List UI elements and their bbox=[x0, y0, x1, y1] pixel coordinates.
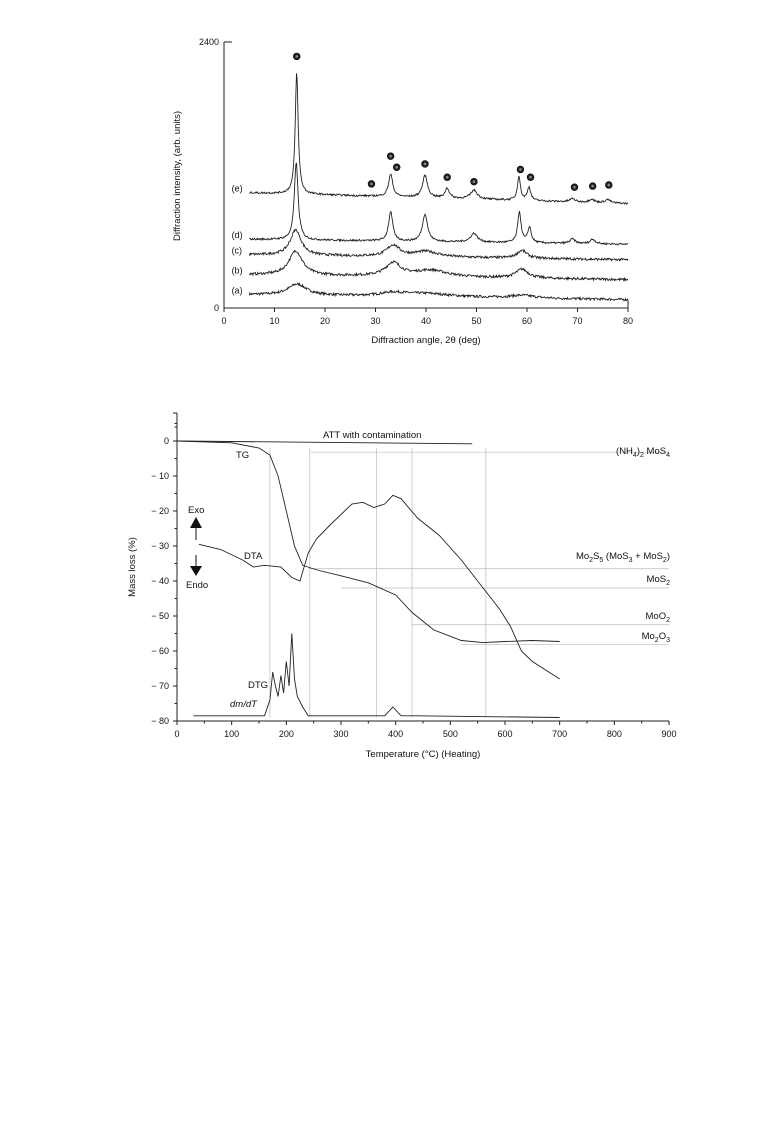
ta-y-tick-label: − 30 bbox=[151, 541, 169, 551]
ta-x-tick-label: 500 bbox=[442, 729, 458, 739]
ta-y-tick-label: − 60 bbox=[151, 646, 169, 656]
xrd-x-tick-label: 30 bbox=[370, 316, 381, 326]
ta-y-tick-label: − 50 bbox=[151, 611, 169, 621]
ta-y-tick-label: − 70 bbox=[151, 681, 169, 691]
peak-marker-core bbox=[529, 176, 532, 179]
dta-label: DTA bbox=[244, 551, 263, 562]
xrd-y-tick-label: 0 bbox=[213, 303, 219, 313]
xrd-y-ticks bbox=[199, 37, 219, 313]
ta-y-tick-label: − 10 bbox=[151, 471, 169, 481]
xrd-x-tick-label: 10 bbox=[269, 316, 280, 326]
xrd-series-label: (c) bbox=[231, 245, 243, 256]
xrd-y-tick-label: 2400 bbox=[198, 37, 219, 47]
xrd-x-tick-label: 0 bbox=[221, 316, 227, 326]
ta-x-tick-label: 800 bbox=[606, 729, 622, 739]
ta-x-tick-label: 200 bbox=[278, 729, 294, 739]
xrd-x-tick-label: 60 bbox=[521, 316, 533, 326]
peak-marker-core bbox=[370, 183, 373, 186]
peak-marker-core bbox=[395, 166, 398, 169]
xrd-series-line bbox=[249, 73, 628, 204]
exo-label: Exo bbox=[188, 505, 205, 516]
ta-x-ticks bbox=[174, 721, 676, 739]
peak-marker-core bbox=[573, 186, 576, 189]
xrd-series-label: (b) bbox=[231, 265, 243, 276]
ta-x-tick-label: 0 bbox=[174, 729, 180, 739]
xrd-peak-markers bbox=[293, 53, 612, 191]
xrd-series-line bbox=[249, 163, 628, 245]
xrd-chart bbox=[172, 37, 633, 346]
ta-series bbox=[177, 441, 560, 718]
ta-y-tick-label: − 80 bbox=[151, 716, 169, 726]
nh4mos4-label: $(NH_4)_2$ MoS$_4$ bbox=[616, 446, 670, 459]
peak-marker-core bbox=[519, 168, 522, 171]
ta-y-ticks bbox=[151, 413, 177, 726]
ta-x-label: Temperature (°C) (Heating) bbox=[365, 749, 481, 760]
xrd-series-line bbox=[249, 229, 628, 260]
tg-curve bbox=[177, 441, 560, 643]
xrd-series-label: (d) bbox=[231, 229, 243, 240]
peak-marker-core bbox=[424, 163, 427, 166]
xrd-series bbox=[232, 73, 628, 300]
endo-label: Endo bbox=[186, 580, 209, 591]
ta-y-label: Mass loss (%) bbox=[127, 537, 138, 597]
moo2-label: MoO$_2$ bbox=[645, 611, 670, 624]
mo2s5-label: $Mo_2S_5$ (MoS$_3$ + MoS$_2$) bbox=[575, 551, 670, 564]
ta-guide-lines bbox=[270, 448, 669, 718]
xrd-series-line bbox=[249, 251, 628, 281]
ta-x-tick-label: 600 bbox=[497, 729, 513, 739]
peak-marker-core bbox=[446, 176, 449, 179]
thermal-chart bbox=[127, 413, 677, 760]
xrd-series-line bbox=[249, 283, 628, 300]
dtg-label: DTG bbox=[248, 680, 269, 691]
ta-y-tick-label: − 20 bbox=[151, 506, 169, 516]
tg-label: TG bbox=[236, 450, 250, 461]
ta-x-tick-label: 100 bbox=[224, 729, 240, 739]
mos2-label: MoS$_2$ bbox=[646, 574, 670, 587]
endo-arrow-icon bbox=[190, 555, 202, 576]
ta-x-tick-label: 300 bbox=[333, 729, 349, 739]
ta-x-tick-label: 400 bbox=[388, 729, 404, 739]
xrd-x-ticks bbox=[221, 308, 633, 326]
peak-marker-core bbox=[295, 55, 298, 58]
xrd-x-tick-label: 20 bbox=[319, 316, 331, 326]
xrd-x-tick-label: 50 bbox=[471, 316, 482, 326]
xrd-series-label: (a) bbox=[231, 285, 243, 296]
xrd-y-label: Diffraction intensity, (arb. units) bbox=[172, 110, 183, 242]
ta-x-tick-label: 700 bbox=[552, 729, 568, 739]
exo-arrow-icon bbox=[190, 517, 202, 540]
mo2o3-label: $Mo_2O_3$ bbox=[641, 631, 670, 644]
xrd-x-label: Diffraction angle, 2θ (deg) bbox=[371, 335, 481, 346]
xrd-x-tick-label: 70 bbox=[572, 316, 583, 326]
ta-y-tick-label: − 40 bbox=[151, 576, 169, 586]
peak-marker-core bbox=[389, 155, 392, 158]
xrd-x-tick-label: 40 bbox=[420, 316, 432, 326]
peak-marker-core bbox=[591, 185, 594, 188]
peak-marker-core bbox=[608, 184, 611, 187]
ta-x-tick-label: 900 bbox=[661, 729, 677, 739]
ta-y-tick-label: 0 bbox=[163, 436, 169, 446]
xrd-x-tick-label: 80 bbox=[622, 316, 634, 326]
dta-curve bbox=[199, 495, 560, 679]
dmdt-label: dm/dT bbox=[230, 699, 257, 710]
peak-marker-core bbox=[473, 180, 476, 183]
att-label: ATT with contamination bbox=[323, 430, 422, 441]
xrd-series-label: (e) bbox=[231, 183, 243, 194]
